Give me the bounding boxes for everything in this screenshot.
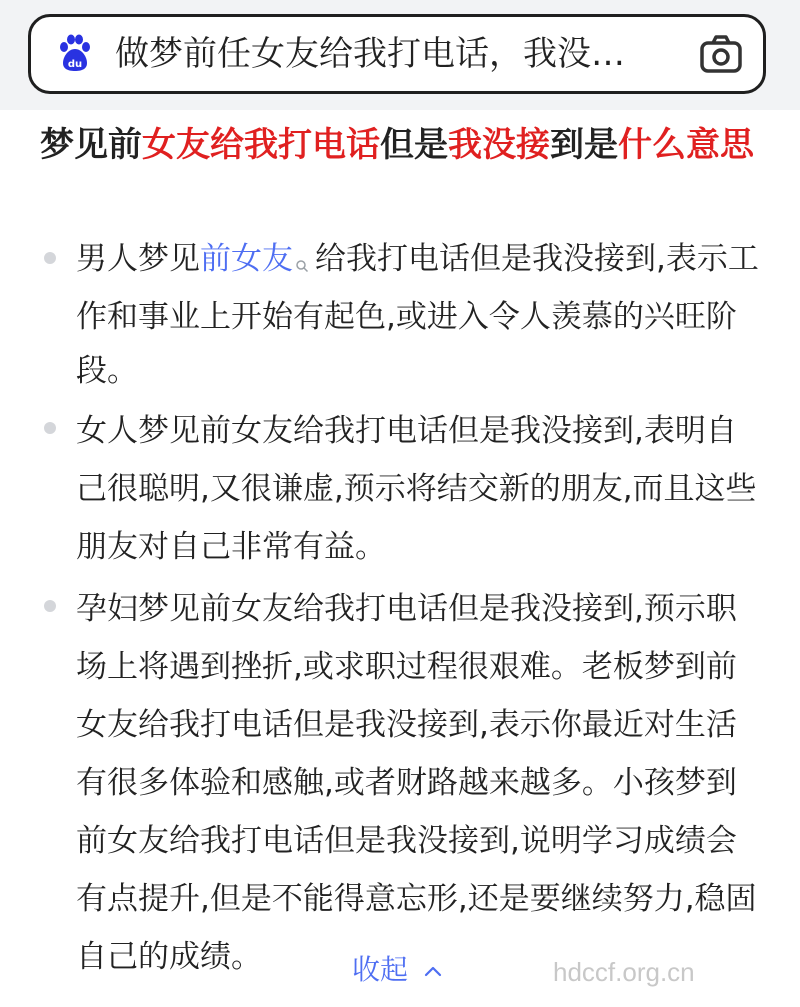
chevron-up-icon [424, 948, 442, 988]
title-part-highlight: 什么意思 [618, 125, 754, 165]
top-bar [0, 0, 800, 110]
bullet-dot [44, 422, 56, 434]
camera-icon[interactable] [699, 34, 743, 74]
bullet-dot [44, 252, 56, 264]
title-part-highlight: 我没接 [448, 125, 550, 165]
baidu-paw-icon [55, 34, 95, 74]
item-text: 女人梦见前女友给我打电话但是我没接到,表明自己很聪明,又很谦虚,预示将结交新的朋友,而且这些朋友对自己非常有益。 [76, 413, 757, 565]
search-box[interactable] [28, 14, 766, 94]
list-item [76, 232, 766, 398]
title-part: 梦见前 [40, 125, 142, 165]
title-part-highlight: 女友给我打电话 [142, 125, 380, 165]
answer-list [0, 232, 800, 986]
keyword-link[interactable]: 前女友 [200, 241, 293, 277]
collapse-button[interactable] [352, 950, 442, 990]
search-icon [295, 236, 309, 290]
result-title[interactable] [40, 120, 760, 170]
list-item [76, 580, 766, 986]
search-query[interactable]: 做梦前任女友给我打电话，我没… [115, 34, 625, 74]
item-text: 孕妇梦见前女友给我打电话但是我没接到,预示职场上将遇到挫折,或求职过程很艰难。老板梦到前女友给我打电话但是我没接到,表示你最近对生活有很多体验和感触,或者财路越来越多。小孩梦到前女友给我打电话但是我没接到,说明学习成绩会有点提升,但是不能得意忘形,还是要继续努力,稳固自己的成绩。 [76, 591, 757, 975]
list-item [76, 402, 766, 576]
title-part: 到是 [550, 125, 618, 165]
svg-text:du: du [67, 59, 83, 70]
watermark: hdccf.org.cn [553, 957, 695, 987]
collapse-label: 收起 [352, 953, 409, 986]
item-prefix: 男人梦见 [76, 241, 200, 277]
title-part: 但是 [380, 125, 448, 165]
bullet-dot [44, 600, 56, 612]
item-text: 给我打电话但是我没接到,表示工作和事业上开始有起色,或进入令人羡慕的兴旺阶段。 [76, 241, 759, 389]
